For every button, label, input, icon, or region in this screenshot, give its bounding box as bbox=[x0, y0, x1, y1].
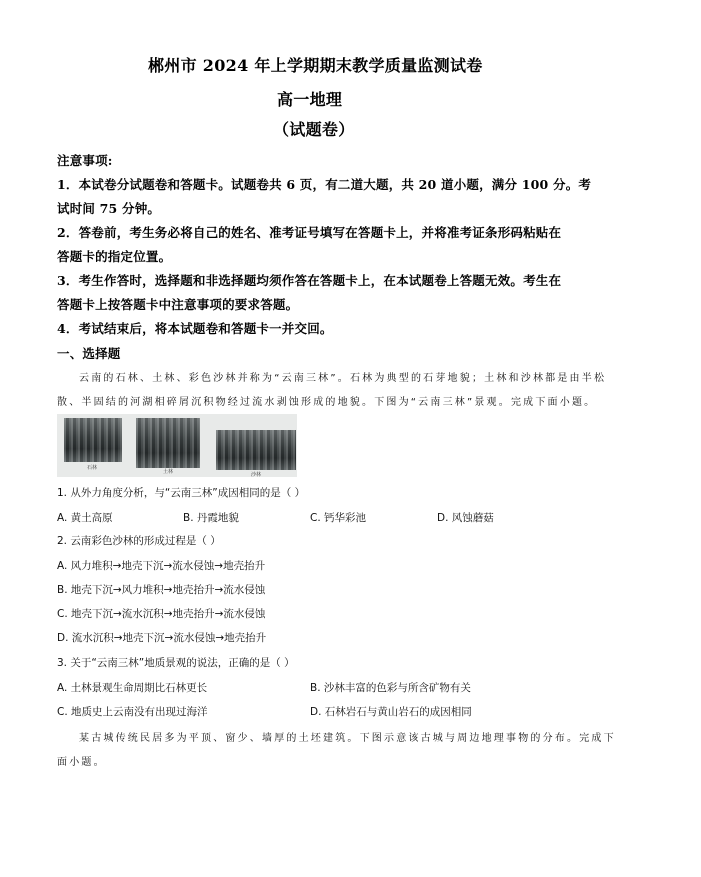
option-a: A. 风力堆积→地壳下沉→流水侵蚀→地壳抬升 bbox=[57, 560, 266, 572]
intro-paragraph-line: 散、半固结的河湖相碎屑沉积物经过流水剥蚀形成的地貌。下图为“云南三林”景观。完成下面小题。 bbox=[57, 397, 597, 408]
paper-type: （试题卷） bbox=[273, 120, 355, 139]
question-stem: 1. 从外力角度分析，与“云南三林”成因相同的是（ ） bbox=[57, 487, 306, 499]
notice-line: 3．考生作答时，选择题和非选择题均须作答在答题卡上，在本试题卷上答题无效。考生在 bbox=[57, 273, 562, 288]
intro-paragraph-line: 云南的石林、土林、彩色沙林并称为“云南三林”。石林为典型的石芽地貌；土林和沙林都是由半松 bbox=[79, 373, 607, 384]
option-b: B. 沙林丰富的色彩与所含矿物有关 bbox=[310, 682, 471, 694]
notice-heading: 注意事项: bbox=[57, 153, 113, 168]
notice-line: 1．本试卷分试题卷和答题卡。试题卷共 6 页，有二道大题，共 20 道小题，满分 100 分。考 bbox=[57, 177, 592, 192]
figure-label: 土林 bbox=[163, 469, 174, 475]
notice-line: 2．答卷前，考生务必将自己的姓名、准考证号填写在答题卡上，并将准考证条形码粘贴在 bbox=[57, 225, 562, 240]
exam-title: 郴州市 2024 年上学期期末教学质量监测试卷 bbox=[148, 56, 483, 75]
section-heading: 一、选择题 bbox=[57, 346, 121, 361]
question-stem: 3. 关于“云南三林”地质景观的说法，正确的是（ ） bbox=[57, 657, 295, 669]
option-d: D. 风蚀蘑菇 bbox=[437, 512, 494, 524]
option-c: C. 地质史上云南没有出现过海洋 bbox=[57, 706, 208, 718]
option-c: C. 钙华彩池 bbox=[310, 512, 367, 524]
option-b: B. 丹霞地貌 bbox=[183, 512, 239, 524]
sand-forest-photo bbox=[216, 430, 296, 470]
figure-label: 石林 bbox=[87, 465, 98, 471]
three-forests-figure bbox=[57, 414, 297, 477]
notice-line: 4．考试结束后，将本试题卷和答题卡一并交回。 bbox=[57, 321, 333, 336]
figure-label: 沙林 bbox=[251, 472, 262, 477]
notice-line: 试时间 75 分钟。 bbox=[57, 201, 161, 216]
earth-forest-photo bbox=[136, 418, 200, 468]
exam-subject: 高一地理 bbox=[277, 90, 343, 109]
stone-forest-photo bbox=[64, 418, 122, 462]
option-c: C. 地壳下沉→流水沉积→地壳抬升→流水侵蚀 bbox=[57, 608, 266, 620]
intro-paragraph-line: 面小题。 bbox=[57, 757, 106, 768]
notice-line: 答题卡上按答题卡中注意事项的要求答题。 bbox=[57, 297, 299, 312]
question-stem: 2. 云南彩色沙林的形成过程是（ ） bbox=[57, 535, 221, 547]
option-a: A. 土林景观生命周期比石林更长 bbox=[57, 682, 208, 694]
notice-line: 答题卡的指定位置。 bbox=[57, 249, 172, 264]
option-d: D. 流水沉积→地壳下沉→流水侵蚀→地壳抬升 bbox=[57, 632, 267, 644]
intro-paragraph-line: 某古城传统民居多为平顶、窗少、墙厚的土坯建筑。下图示意该古城与周边地理事物的分布。完成下 bbox=[79, 733, 616, 744]
option-a: A. 黄土高原 bbox=[57, 512, 113, 524]
option-d: D. 石林岩石与黄山岩石的成因相同 bbox=[310, 706, 472, 718]
option-b: B. 地壳下沉→风力堆积→地壳抬升→流水侵蚀 bbox=[57, 584, 266, 596]
